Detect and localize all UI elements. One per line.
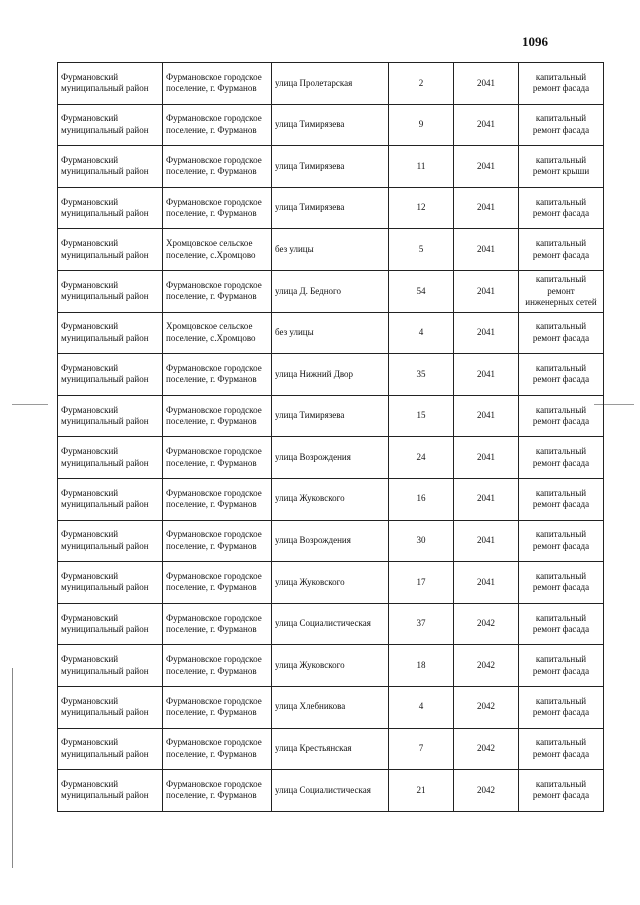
- street-cell: улица Нижний Двор: [272, 354, 389, 396]
- table-body: [58, 63, 604, 812]
- street-cell: улица Жуковского: [272, 478, 389, 520]
- year-cell: 2041: [454, 520, 519, 562]
- year-cell: 2041: [454, 187, 519, 229]
- street-cell: улица Хлебникова: [272, 686, 389, 728]
- work-type-cell: капитальный ремонт фасада: [519, 562, 604, 604]
- work-type-cell: капитальный ремонт фасада: [519, 645, 604, 687]
- house-number-cell: 35: [389, 354, 454, 396]
- settlement-cell: Фурмановское городское поселение, г. Фурманов: [163, 478, 272, 520]
- settlement-cell: Фурмановское городское поселение, г. Фурманов: [163, 187, 272, 229]
- district-cell: Фурмановский муниципальный район: [58, 728, 163, 770]
- district-cell: Фурмановский муниципальный район: [58, 104, 163, 146]
- house-number-cell: 7: [389, 728, 454, 770]
- table-row: [58, 187, 604, 229]
- year-cell: 2041: [454, 354, 519, 396]
- work-type-cell: капитальный ремонт фасада: [519, 437, 604, 479]
- settlement-cell: Фурмановское городское поселение, г. Фурманов: [163, 770, 272, 812]
- street-cell: улица Тимирязева: [272, 104, 389, 146]
- work-type-cell: капитальный ремонт фасада: [519, 728, 604, 770]
- table-row: [58, 270, 604, 312]
- district-cell: Фурмановский муниципальный район: [58, 63, 163, 105]
- settlement-cell: Фурмановское городское поселение, г. Фурманов: [163, 146, 272, 188]
- work-type-cell: капитальный ремонт фасада: [519, 770, 604, 812]
- house-number-cell: 5: [389, 229, 454, 271]
- house-number-cell: 9: [389, 104, 454, 146]
- work-type-cell: капитальный ремонт фасада: [519, 520, 604, 562]
- scan-mark-left: [12, 404, 48, 405]
- street-cell: без улицы: [272, 229, 389, 271]
- table-row: [58, 478, 604, 520]
- table-row: [58, 312, 604, 354]
- district-cell: Фурмановский муниципальный район: [58, 520, 163, 562]
- street-cell: улица Социалистическая: [272, 603, 389, 645]
- street-cell: улица Крестьянская: [272, 728, 389, 770]
- house-number-cell: 24: [389, 437, 454, 479]
- settlement-cell: Фурмановское городское поселение, г. Фурманов: [163, 104, 272, 146]
- work-type-cell: капитальный ремонт фасада: [519, 104, 604, 146]
- house-number-cell: 17: [389, 562, 454, 604]
- district-cell: Фурмановский муниципальный район: [58, 562, 163, 604]
- scan-margin-line: [12, 668, 13, 868]
- settlement-cell: Фурмановское городское поселение, г. Фурманов: [163, 562, 272, 604]
- street-cell: улица Социалистическая: [272, 770, 389, 812]
- house-number-cell: 4: [389, 312, 454, 354]
- house-number-cell: 18: [389, 645, 454, 687]
- district-cell: Фурмановский муниципальный район: [58, 229, 163, 271]
- district-cell: Фурмановский муниципальный район: [58, 478, 163, 520]
- street-cell: улица Тимирязева: [272, 187, 389, 229]
- year-cell: 2041: [454, 312, 519, 354]
- table-row: [58, 728, 604, 770]
- work-type-cell: капитальный ремонт фасада: [519, 63, 604, 105]
- table-row: [58, 229, 604, 271]
- work-type-cell: капитальный ремонт фасада: [519, 312, 604, 354]
- table-row: [58, 395, 604, 437]
- district-cell: Фурмановский муниципальный район: [58, 437, 163, 479]
- table-row: [58, 437, 604, 479]
- year-cell: 2042: [454, 603, 519, 645]
- house-number-cell: 16: [389, 478, 454, 520]
- street-cell: улица Жуковского: [272, 562, 389, 604]
- district-cell: Фурмановский муниципальный район: [58, 686, 163, 728]
- table-row: [58, 104, 604, 146]
- street-cell: улица Тимирязева: [272, 146, 389, 188]
- housing-repair-table: [57, 62, 604, 812]
- street-cell: улица Тимирязева: [272, 395, 389, 437]
- work-type-cell: капитальный ремонт крыши: [519, 146, 604, 188]
- street-cell: без улицы: [272, 312, 389, 354]
- work-type-cell: капитальный ремонт фасада: [519, 603, 604, 645]
- settlement-cell: Фурмановское городское поселение, г. Фурманов: [163, 395, 272, 437]
- house-number-cell: 54: [389, 270, 454, 312]
- work-type-cell: капитальный ремонт фасада: [519, 686, 604, 728]
- settlement-cell: Фурмановское городское поселение, г. Фурманов: [163, 270, 272, 312]
- street-cell: улица Пролетарская: [272, 63, 389, 105]
- table-row: [58, 770, 604, 812]
- district-cell: Фурмановский муниципальный район: [58, 603, 163, 645]
- table-row: [58, 520, 604, 562]
- work-type-cell: капитальный ремонт фасада: [519, 395, 604, 437]
- page-number: 1096: [522, 34, 548, 49]
- table-row: [58, 354, 604, 396]
- district-cell: Фурмановский муниципальный район: [58, 146, 163, 188]
- table-row: [58, 562, 604, 604]
- year-cell: 2041: [454, 229, 519, 271]
- year-cell: 2042: [454, 770, 519, 812]
- settlement-cell: Фурмановское городское поселение, г. Фурманов: [163, 520, 272, 562]
- year-cell: 2042: [454, 645, 519, 687]
- settlement-cell: Хромцовское сельское поселение, с.Хромцово: [163, 229, 272, 271]
- settlement-cell: Фурмановское городское поселение, г. Фурманов: [163, 437, 272, 479]
- house-number-cell: 21: [389, 770, 454, 812]
- table-row: [58, 645, 604, 687]
- district-cell: Фурмановский муниципальный район: [58, 187, 163, 229]
- work-type-cell: капитальный ремонт фасада: [519, 478, 604, 520]
- year-cell: 2041: [454, 104, 519, 146]
- table-row: [58, 63, 604, 105]
- district-cell: Фурмановский муниципальный район: [58, 270, 163, 312]
- house-number-cell: 30: [389, 520, 454, 562]
- district-cell: Фурмановский муниципальный район: [58, 312, 163, 354]
- house-number-cell: 12: [389, 187, 454, 229]
- house-number-cell: 15: [389, 395, 454, 437]
- street-cell: улица Д. Бедного: [272, 270, 389, 312]
- year-cell: 2041: [454, 270, 519, 312]
- street-cell: улица Жуковского: [272, 645, 389, 687]
- work-type-cell: капитальный ремонт инженерных сетей: [519, 270, 604, 312]
- settlement-cell: Фурмановское городское поселение, г. Фурманов: [163, 728, 272, 770]
- table-row: [58, 686, 604, 728]
- street-cell: улица Возрождения: [272, 437, 389, 479]
- year-cell: 2041: [454, 395, 519, 437]
- year-cell: 2041: [454, 562, 519, 604]
- year-cell: 2041: [454, 437, 519, 479]
- house-number-cell: 2: [389, 63, 454, 105]
- settlement-cell: Хромцовское сельское поселение, с.Хромцово: [163, 312, 272, 354]
- year-cell: 2041: [454, 63, 519, 105]
- settlement-cell: Фурмановское городское поселение, г. Фурманов: [163, 603, 272, 645]
- house-number-cell: 4: [389, 686, 454, 728]
- district-cell: Фурмановский муниципальный район: [58, 395, 163, 437]
- work-type-cell: капитальный ремонт фасада: [519, 229, 604, 271]
- district-cell: Фурмановский муниципальный район: [58, 770, 163, 812]
- year-cell: 2042: [454, 728, 519, 770]
- settlement-cell: Фурмановское городское поселение, г. Фурманов: [163, 63, 272, 105]
- settlement-cell: Фурмановское городское поселение, г. Фурманов: [163, 354, 272, 396]
- house-number-cell: 37: [389, 603, 454, 645]
- table-row: [58, 603, 604, 645]
- work-type-cell: капитальный ремонт фасада: [519, 354, 604, 396]
- year-cell: 2042: [454, 686, 519, 728]
- settlement-cell: Фурмановское городское поселение, г. Фурманов: [163, 686, 272, 728]
- district-cell: Фурмановский муниципальный район: [58, 645, 163, 687]
- year-cell: 2041: [454, 146, 519, 188]
- house-number-cell: 11: [389, 146, 454, 188]
- street-cell: улица Возрождения: [272, 520, 389, 562]
- work-type-cell: капитальный ремонт фасада: [519, 187, 604, 229]
- year-cell: 2041: [454, 478, 519, 520]
- table-row: [58, 146, 604, 188]
- district-cell: Фурмановский муниципальный район: [58, 354, 163, 396]
- settlement-cell: Фурмановское городское поселение, г. Фурманов: [163, 645, 272, 687]
